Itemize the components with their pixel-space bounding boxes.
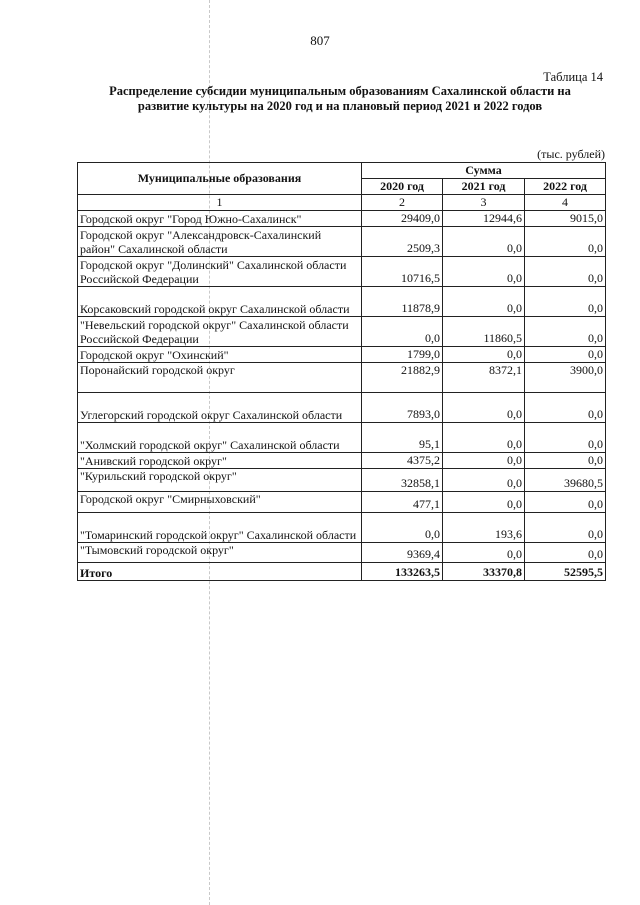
value-2022: 0,0	[525, 287, 606, 317]
column-number: 2	[362, 195, 443, 211]
municipality-name: "Холмский городской округ" Сахалинской области	[78, 423, 362, 453]
municipality-name: "Анивский городской округ"	[78, 453, 362, 469]
municipality-name: Поронайский городской округ	[78, 363, 362, 393]
value-2021: 0,0	[443, 257, 525, 287]
value-2022: 9015,0	[525, 211, 606, 227]
table-row	[78, 227, 606, 257]
value-2021: 193,6	[443, 513, 525, 543]
value-2020: 11878,9	[362, 287, 443, 317]
column-number: 4	[525, 195, 606, 211]
value-2022: 0,0	[525, 543, 606, 563]
municipality-name: Углегорский городской округ Сахалинской области	[78, 393, 362, 423]
value-2020: 95,1	[362, 423, 443, 453]
value-2020: 21882,9	[362, 363, 443, 393]
municipality-name: Городской округ "Смирныховский"	[78, 492, 362, 513]
table-title-line: Распределение субсидии муниципальным образованиям Сахалинской области на	[109, 84, 571, 98]
table-row	[78, 543, 606, 563]
value-2020: 2509,3	[362, 227, 443, 257]
column-header-year: 2021 год	[443, 179, 525, 195]
municipality-name: "Курильский городской округ"	[78, 469, 362, 492]
table-total-row	[78, 563, 606, 581]
table-row	[78, 211, 606, 227]
value-2020: 0,0	[362, 513, 443, 543]
subsidy-table	[77, 162, 606, 581]
value-2022: 0,0	[525, 513, 606, 543]
value-2022: 0,0	[525, 393, 606, 423]
units-label: (тыс. рублей)	[537, 147, 605, 161]
municipality-name: Городской округ "Александровск-Сахалинский район" Сахалинской области	[78, 227, 362, 257]
total-2022: 52595,5	[525, 563, 606, 581]
value-2020: 477,1	[362, 492, 443, 513]
column-header-year: 2020 год	[362, 179, 443, 195]
table-row	[78, 287, 606, 317]
value-2022: 3900,0	[525, 363, 606, 393]
table-row	[78, 393, 606, 423]
value-2020: 29409,0	[362, 211, 443, 227]
value-2020: 32858,1	[362, 469, 443, 492]
value-2021: 0,0	[443, 469, 525, 492]
value-2022: 0,0	[525, 423, 606, 453]
table-title	[60, 84, 620, 114]
table-row	[78, 423, 606, 453]
table-title-line: развитие культуры на 2020 год и на плановый период 2021 и 2022 годов	[137, 99, 543, 113]
value-2020: 10716,5	[362, 257, 443, 287]
column-number: 3	[443, 195, 525, 211]
table-row	[78, 469, 606, 492]
value-2021: 0,0	[443, 393, 525, 423]
value-2021: 0,0	[443, 453, 525, 469]
column-header-sum: Сумма	[362, 163, 606, 179]
value-2022: 39680,5	[525, 469, 606, 492]
municipality-name: "Тымовский городской округ"	[78, 543, 362, 563]
table-row	[78, 453, 606, 469]
value-2022: 0,0	[525, 317, 606, 347]
municipality-name: Корсаковский городской округ Сахалинской области	[78, 287, 362, 317]
value-2021: 0,0	[443, 287, 525, 317]
table-row	[78, 347, 606, 363]
page-number: 807	[310, 33, 330, 48]
municipality-name: "Томаринский городской округ" Сахалинской области	[78, 513, 362, 543]
value-2022: 0,0	[525, 453, 606, 469]
column-number: 1	[78, 195, 362, 211]
value-2020: 1799,0	[362, 347, 443, 363]
value-2021: 12944,6	[443, 211, 525, 227]
value-2022: 0,0	[525, 492, 606, 513]
value-2022: 0,0	[525, 227, 606, 257]
value-2021: 0,0	[443, 347, 525, 363]
table-row	[78, 257, 606, 287]
value-2021: 0,0	[443, 423, 525, 453]
total-label: Итого	[78, 563, 362, 581]
value-2020: 7893,0	[362, 393, 443, 423]
table-row	[78, 317, 606, 347]
municipality-name: Городской округ "Долинский" Сахалинской области Российской Федерации	[78, 257, 362, 287]
value-2021: 0,0	[443, 227, 525, 257]
value-2021: 0,0	[443, 492, 525, 513]
value-2020: 9369,4	[362, 543, 443, 563]
municipality-name: Городской округ "Охинский"	[78, 347, 362, 363]
total-2021: 33370,8	[443, 563, 525, 581]
value-2020: 0,0	[362, 317, 443, 347]
column-header-year: 2022 год	[525, 179, 606, 195]
column-number-row	[78, 195, 606, 211]
table-row	[78, 363, 606, 393]
municipality-name: Городской округ "Город Южно-Сахалинск"	[78, 211, 362, 227]
column-header-municipalities: Муниципальные образования	[78, 163, 362, 195]
total-2020: 133263,5	[362, 563, 443, 581]
table-row	[78, 513, 606, 543]
table-row	[78, 492, 606, 513]
value-2020: 4375,2	[362, 453, 443, 469]
value-2021: 8372,1	[443, 363, 525, 393]
table-label: Таблица 14	[543, 70, 603, 84]
value-2022: 0,0	[525, 347, 606, 363]
municipality-name: "Невельский городской округ" Сахалинской области Российской Федерации	[78, 317, 362, 347]
value-2021: 11860,5	[443, 317, 525, 347]
value-2022: 0,0	[525, 257, 606, 287]
value-2021: 0,0	[443, 543, 525, 563]
